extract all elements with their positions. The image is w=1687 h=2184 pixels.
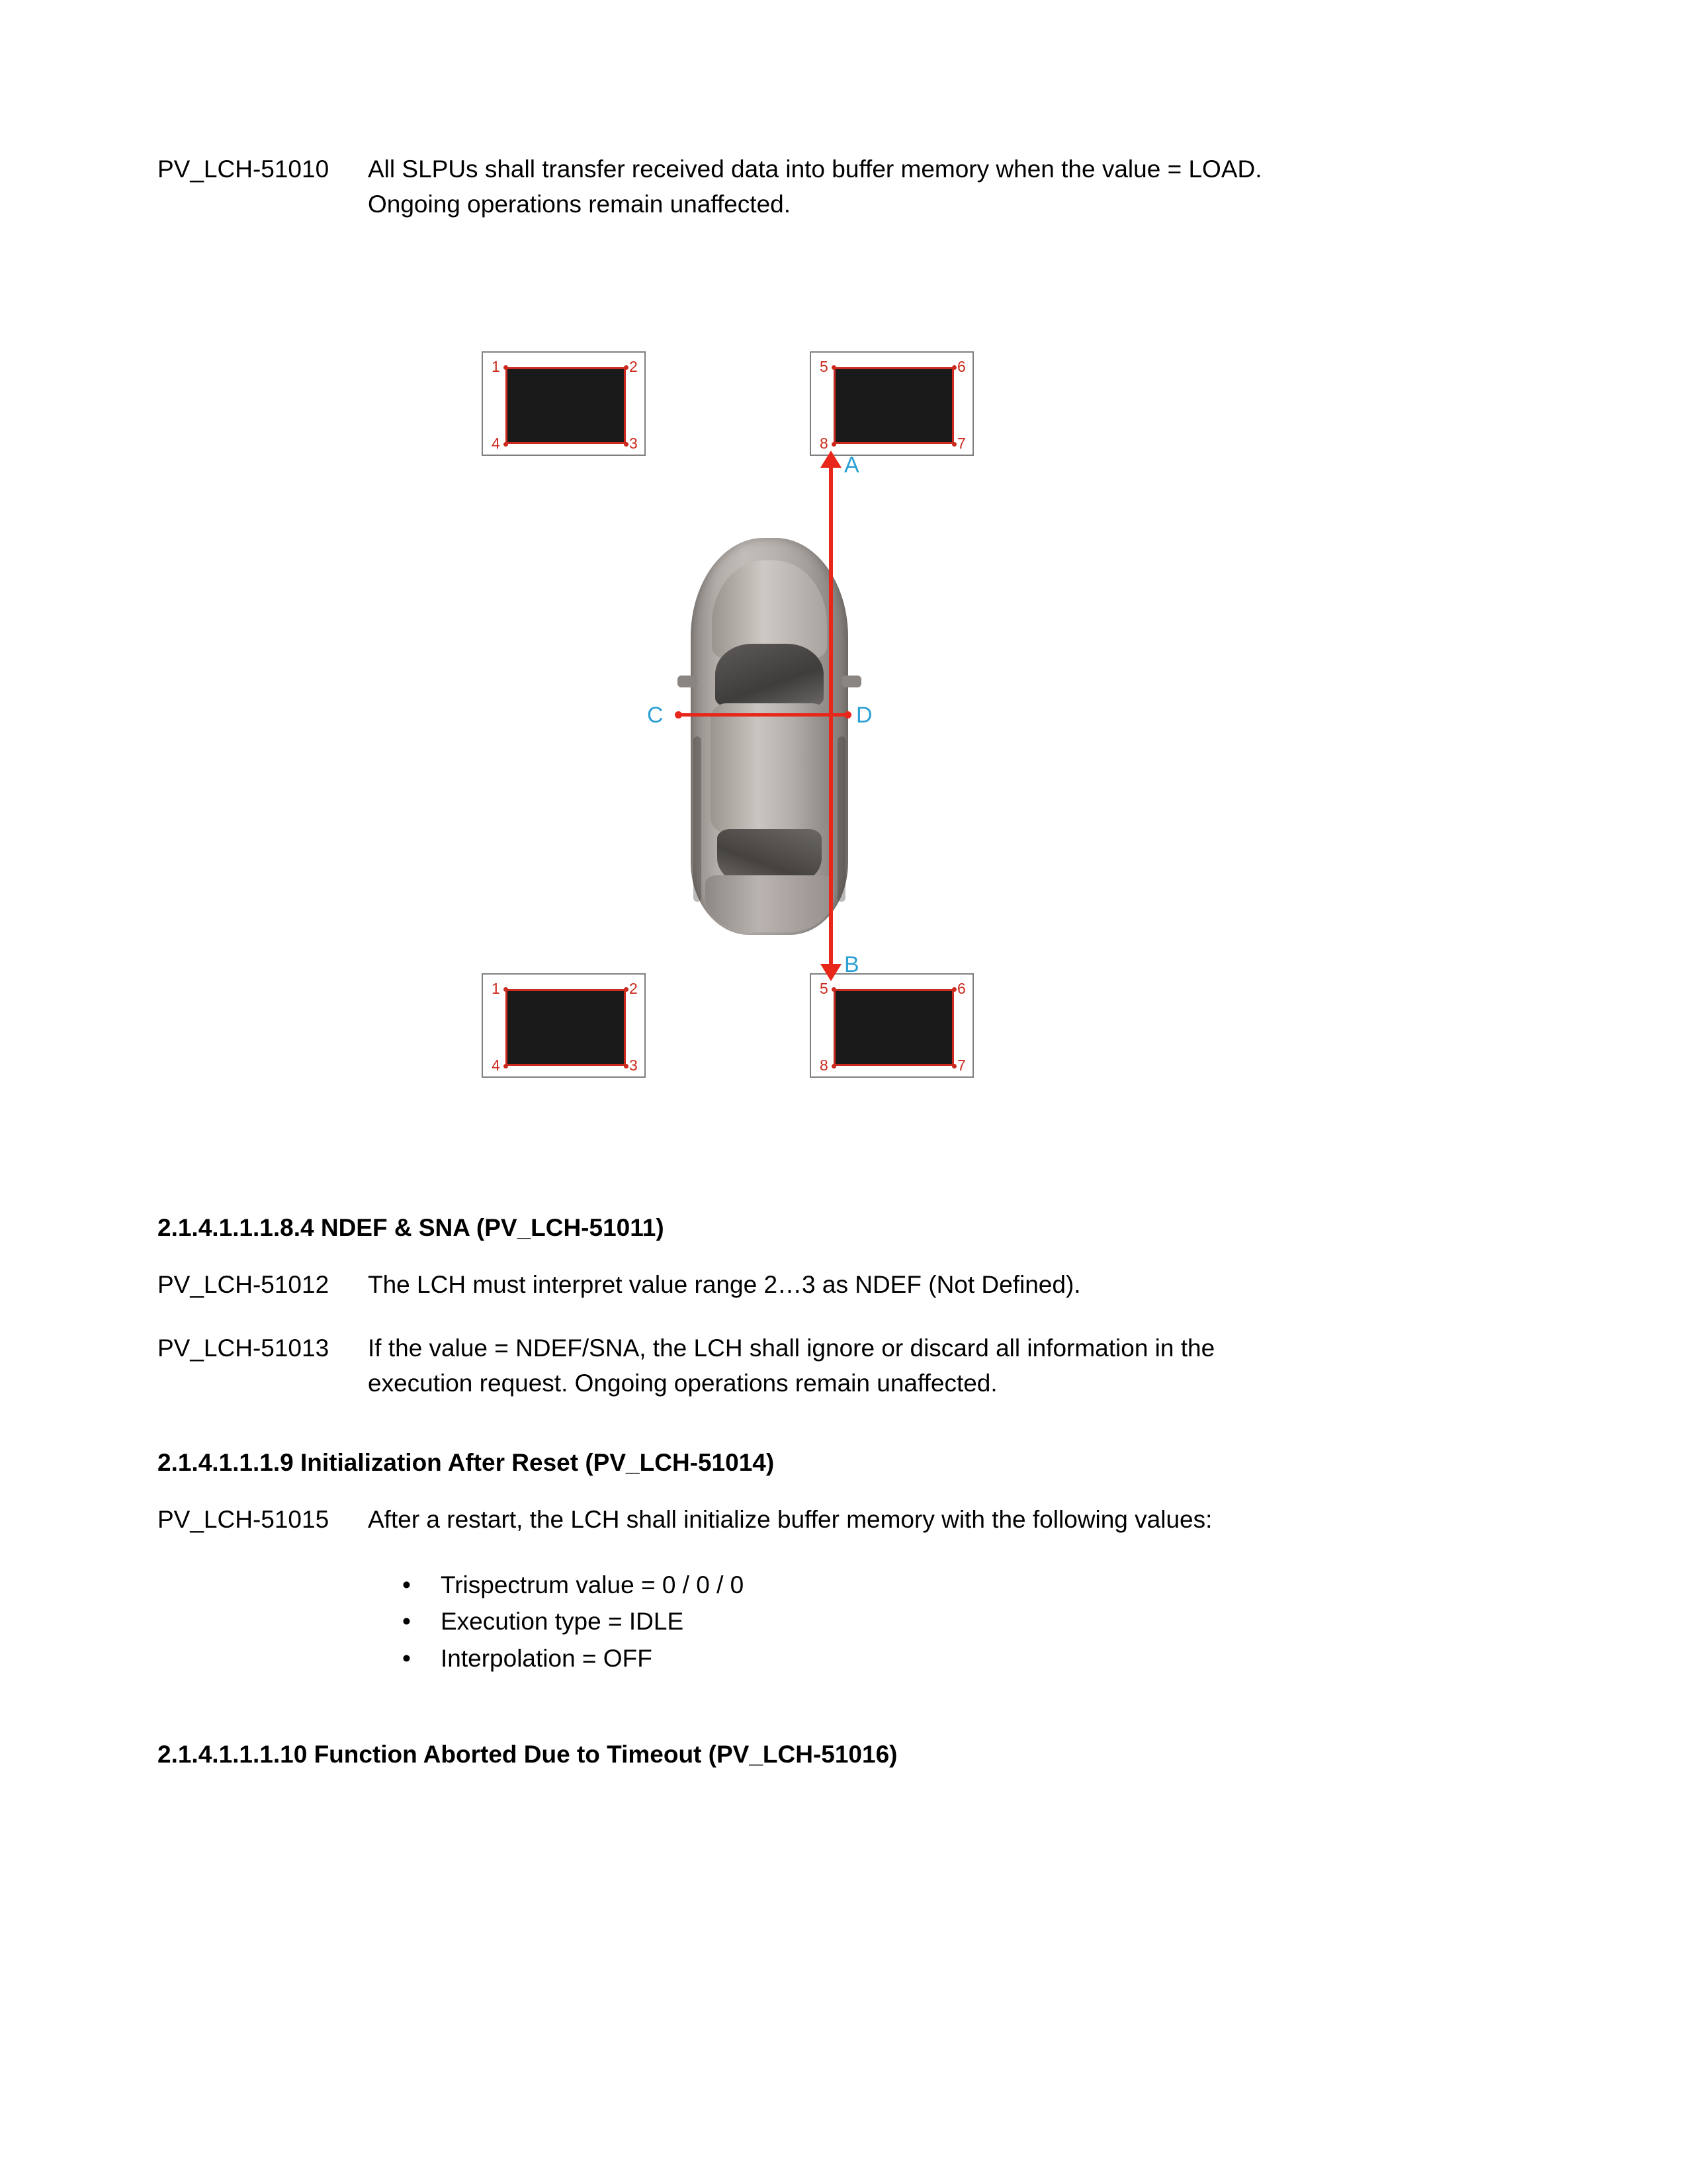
corner-dot — [624, 442, 628, 447]
panel-bottom-left — [482, 973, 646, 1078]
car-mirror-left — [677, 676, 697, 687]
requirement-pv-lch-51015 — [157, 1503, 1534, 1538]
corner-dot — [832, 1064, 836, 1069]
corner-dot — [503, 442, 508, 447]
list-item: • Execution type = IDLE — [157, 1603, 1534, 1640]
car-windshield — [715, 644, 824, 707]
car-roof — [711, 703, 828, 833]
panel-block — [834, 989, 954, 1066]
corner-dot — [503, 365, 508, 370]
requirement-line-2: Ongoing operations remain unaffected. — [368, 190, 791, 218]
panel-block — [505, 989, 626, 1066]
corner-label: 7 — [957, 1057, 966, 1074]
corner-label: 5 — [820, 980, 828, 998]
requirement-line-1: If the value = NDEF/SNA, the LCH shall ignore or discard all information in the — [368, 1334, 1215, 1362]
car-mirror-right — [842, 676, 861, 687]
corner-label: 3 — [629, 1057, 638, 1074]
corner-label: 6 — [957, 980, 966, 998]
corner-dot — [952, 1064, 957, 1069]
corner-label: 8 — [820, 435, 828, 453]
vehicle-top-view — [673, 538, 865, 935]
car-trunk — [705, 875, 834, 932]
requirement-line-2: execution request. Ongoing operations remain unaffected. — [368, 1369, 998, 1397]
dimension-label-d: D — [856, 703, 873, 728]
section-heading-function-aborted-timeout: 2.1.4.1.1.1.10 Function Aborted Due to Timeout (PV_LCH-51016) — [157, 1741, 898, 1769]
corner-dot — [503, 1064, 508, 1069]
panel-block — [505, 367, 626, 444]
corner-dot — [624, 365, 628, 370]
corner-dot — [952, 987, 957, 992]
corner-dot — [624, 987, 628, 992]
requirement-pv-lch-51012 — [157, 1268, 1534, 1303]
vehicle-measurement-figure — [157, 328, 1534, 1148]
corner-dot — [952, 442, 957, 447]
initialization-values-list — [157, 1567, 1534, 1677]
requirement-pv-lch-51013 — [157, 1331, 1534, 1401]
panel-top-left — [482, 351, 646, 456]
dimension-label-b: B — [844, 952, 859, 978]
corner-label: 6 — [957, 358, 966, 376]
corner-label: 8 — [820, 1057, 828, 1074]
dimension-line-horizontal — [678, 713, 849, 717]
section-heading-initialization-after-reset: 2.1.4.1.1.1.9 Initialization After Reset (PV_LCH-51014) — [157, 1449, 775, 1477]
dimension-label-a: A — [844, 453, 859, 478]
panel-bottom-right — [810, 973, 974, 1078]
requirement-text: After a restart, the LCH shall initialize buffer memory with the following values: — [368, 1506, 1213, 1534]
document-content — [157, 152, 1534, 1772]
requirement-id: PV_LCH-51015 — [157, 1506, 329, 1534]
corner-dot — [832, 987, 836, 992]
corner-dot — [832, 442, 836, 447]
panel-block — [834, 367, 954, 444]
requirement-text: The LCH must interpret value range 2…3 as NDEF (Not Defined). — [368, 1270, 1081, 1298]
corner-dot — [624, 1064, 628, 1069]
requirement-line-1: All SLPUs shall transfer received data into buffer memory when the value = LOAD. — [368, 155, 1262, 183]
requirement-id: PV_LCH-51012 — [157, 1270, 329, 1298]
corner-label: 1 — [492, 980, 500, 998]
corner-label: 4 — [492, 435, 500, 453]
dimension-line-vertical — [829, 465, 833, 968]
section-heading-ndef-sna: 2.1.4.1.1.1.8.4 NDEF & SNA (PV_LCH-51011) — [157, 1214, 664, 1242]
requirement-text — [368, 152, 1534, 222]
corner-dot — [832, 365, 836, 370]
corner-label: 1 — [492, 358, 500, 376]
arrowhead-down-icon — [820, 964, 842, 981]
requirement-id: PV_LCH-51010 — [157, 155, 329, 183]
dimension-endpoint-c — [675, 711, 682, 719]
panel-top-right — [810, 351, 974, 456]
arrowhead-up-icon — [820, 451, 842, 468]
corner-label: 3 — [629, 435, 638, 453]
requirement-text — [368, 1331, 1534, 1401]
car-side-right — [838, 736, 845, 902]
corner-dot — [952, 365, 957, 370]
requirement-pv-lch-51010 — [157, 152, 1534, 222]
corner-label: 4 — [492, 1057, 500, 1074]
corner-label: 5 — [820, 358, 828, 376]
corner-label: 7 — [957, 435, 966, 453]
dimension-label-c: C — [647, 703, 664, 728]
corner-dot — [503, 987, 508, 992]
requirement-id: PV_LCH-51013 — [157, 1334, 329, 1362]
corner-label: 2 — [629, 358, 638, 376]
list-item: • Interpolation = OFF — [157, 1640, 1534, 1677]
list-item: • Trispectrum value = 0 / 0 / 0 — [157, 1567, 1534, 1604]
dimension-endpoint-d — [844, 711, 851, 719]
car-side-left — [693, 736, 701, 902]
corner-label: 2 — [629, 980, 638, 998]
figure-inner — [482, 351, 1143, 1145]
